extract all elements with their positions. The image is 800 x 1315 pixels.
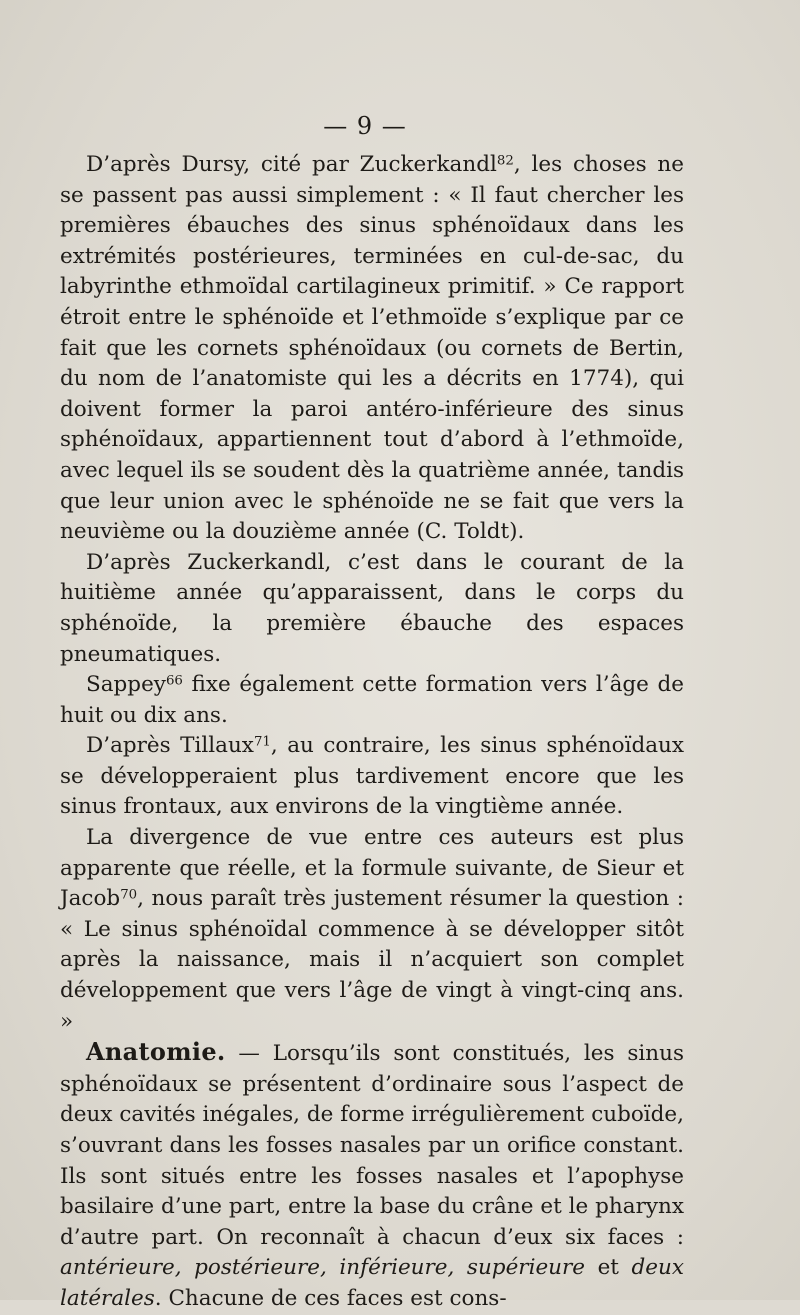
section-title: Anatomie. <box>86 1037 226 1067</box>
paragraph-text: , les choses ne se passent pas aussi simplement : « Il faut chercher les premières ébauches des sinus sphénoïdaux dans les extrémités postérieures, terminées en cul-de-sac, du labyrinthe ethmoïdal cartilagineux primitif. » Ce rapport étroit entre le sphénoïde et l’ethmoïde s’explique par ce fait que les cornets sphénoïdaux (ou cornets de Bertin, du nom de l’anatomiste qui les a décrits en 1774), qui doivent former la paroi antéro-inférieure des sinus sphénoïdaux, appartiennent tout d’abord à l’ethmoïde, avec lequel ils se soudent dès la quatrième année, tandis que leur union avec le sphénoïde ne se fait que vers la neuvième ou la douzième année (C. Toldt). <box>60 152 685 545</box>
paragraph-text: fixe également cette formation vers l’âge de huit ou dix ans. <box>60 672 684 728</box>
paragraph-dursy <box>60 150 684 548</box>
paragraph-text: , nous paraît très justement résumer la question : « Le sinus sphénoïdal commence à se développer sitôt après la naissance, mais il n’acquiert son complet développement que vers l’âge de vingt à vingt-cinq ans. » <box>60 886 684 1034</box>
reference-number: 70 <box>120 887 138 903</box>
body-text <box>60 150 684 1315</box>
paragraph-text: Lorsqu’ils sont constitués, les sinus sphénoïdaux se présentent d’ordinaire sous l’aspect de deux cavités inégales, de forme irrégulièrement cuboïde, s’ouvrant dans les fosses nasales par un orifice constant. Ils sont situés entre les fosses nasales et l’apophyse basilaire d’une part, entre la base du crâne et le pharynx d’autre part. On reconnaît à chacun d’eux six faces : <box>60 1041 685 1250</box>
paragraph-tillaux <box>60 731 684 823</box>
paragraph-zuckerkandl: D’après Zuckerkandl, c’est dans le courant de la huitième année qu’apparaissent, dans le corps du sphénoïde, la première ébauche des espaces pneumatiques. <box>60 549 684 667</box>
paragraph-text: et <box>585 1255 632 1281</box>
reference-number: 82 <box>496 153 514 169</box>
lateral-italic: deux latérales <box>60 1255 684 1311</box>
paragraph-text: , au contraire, les sinus sphénoïdaux se développeraient plus tardivement encore que les sinus frontaux, aux environs de la vingtième année. <box>60 733 684 820</box>
paragraph-divergence <box>60 823 684 1037</box>
paragraph-text: Sappey <box>86 672 166 698</box>
reference-number: 66 <box>165 673 183 689</box>
paragraph-text: . Chacune de ces faces est cons- <box>154 1285 507 1311</box>
paragraph-text: La divergence de vue entre ces auteurs est plus apparente que réelle, et la formule suivante, de Sieur et Jacob <box>60 825 684 912</box>
paragraph-anatomie <box>60 1037 684 1314</box>
section-dash: — <box>225 1041 273 1067</box>
paragraph-sappey <box>60 670 684 731</box>
paragraph-text: D’après Dursy, cité par Zuckerkandl <box>86 152 497 177</box>
page-number: — 9 — <box>323 112 407 140</box>
paragraph-text: D’après Tillaux <box>86 733 254 759</box>
faces-italic: antérieure, postérieure, inférieure, supérieure <box>60 1255 586 1281</box>
reference-number: 71 <box>253 734 271 750</box>
